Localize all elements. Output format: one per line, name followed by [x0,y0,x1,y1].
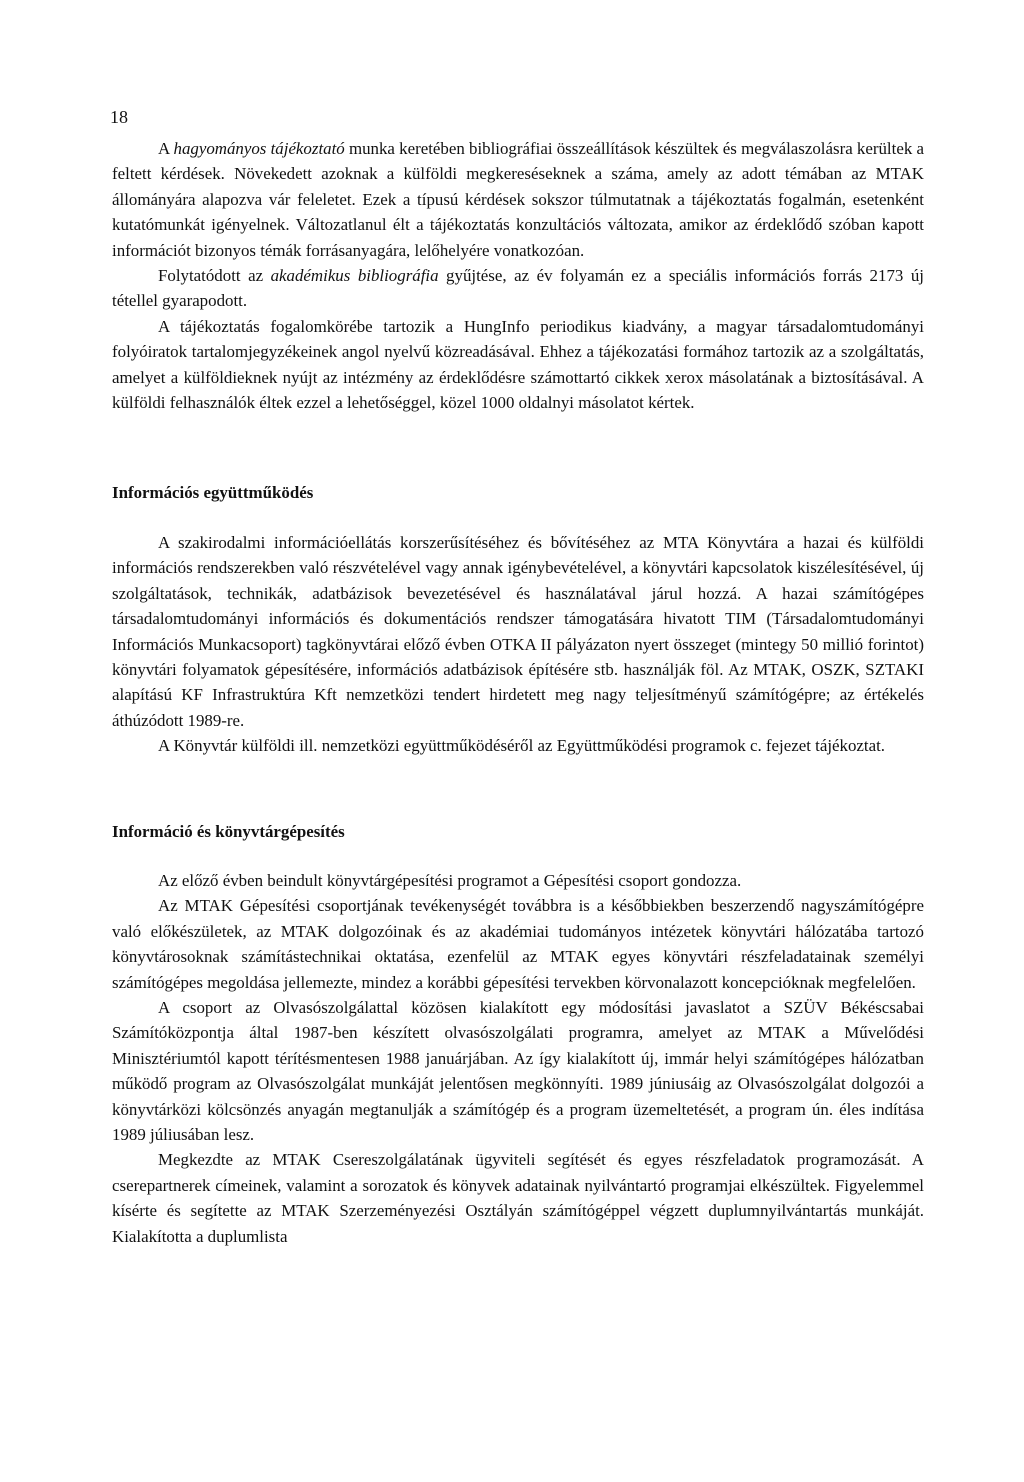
heading-library-automation: Információ és könyvtárgépesítés [112,822,345,841]
paragraph-hunginfo: A tájékoztatás fogalomkörébe tartozik a HungInfo periodikus kiadvány, a magyar társadalomtudományi folyóiratok tartalomjegyzékeinek angol nyelvű közreadásával. Ehhez a tájékozatási formához tartozik az a szolgáltatás, amelyet a külföldieknek nyújt az intézmény az érdeklődésre számottartó cikkek xerox másolatának a biztosításával. A külföldi felhasználók éltek ezzel a lehetőséggel, közel 1000 oldalnyi másolatot kértek. [112,316,924,413]
page-number: 18 [110,107,128,127]
paragraph-traditional-information: A hagyományos tájékoztató munka keretében bibliográfiai összeállítások készültek és megválaszolásra kerültek a feltett kérdések. Növekedett azoknak a külföldi megkereséseknek a száma, amely az adott témában az MTAK állományára alapozva vár feleletet. Ezek a típusú kérdések sokszor túlmutatnak a tájékoztatás fogalmán, esetenként kutatómunkát igényelnek. Változatlanul élt a tájékoztatás konzultációs változata, amikor az érdeklődő szóban kapott információt bizonyos témák forrásanyagára, lelőhelyére vonatkozóan. [112,139,924,260]
heading-information-cooperation: Információs együttműködés [112,483,314,502]
paragraph-automation-1: Az előző évben beindult könyvtárgépesítési programot a Gépesítési csoport gondozza. [158,871,742,890]
intro-section [112,136,924,415]
cooperation-section [112,530,924,759]
paragraph-automation-2: Az MTAK Gépesítési csoportjának tevékenységét továbbra is a későbbiekben beszerzendő nagyszámítógépre való előkészületek, az MTAK dolgozóinak és az akadémiai tudományos intézetek könyvtári hálózatába tartozó könyvtárosoknak számítástechnikai oktatása, ezenfelül az MTAK egyes könyvtári részfeladatainak személyi számítógépes megoldása jellemezte, mindez a korábbi gépesítési tervekben körvonalazott koncepcióknak megfelelően. [112,896,924,992]
emphasis-traditional-information: hagyományos tájékoztató [173,139,345,158]
paragraph-cooperation-1: A szakirodalmi információellátás korszerűsítéséhez és bővítéséhez az MTA Könyvtára a hazai és külföldi információs rendszerekben való részvételével vagy annak igénybevételével, a könyvtári kapcsolatok kiszélesítésével, új szolgáltatások, technikák, adatbázisok bevezetésével és használatával járul hozzá. A hazai számítógépes társadalomtudományi információs és dokumentációs rendszer támogatására hivatott TIM (Társadalomtudományi Információs Munkacsoport) tagkönyvtárai előző évben OTKA II pályázaton nyert összeget (mintegy 50 millió forintot) könyvtári folyamatok gépesítésére, információs adatbázisok építésére stb. használják föl. Az MTAK, OSZK, SZTAKI alapítású KF Infrastruktúra Kft nemzetközi tendert hirdetett meg nagy teljesítményű számítógépre; az értékelés áthúzódott 1989-re. [112,533,924,730]
emphasis-academic-bibliography: akadémikus bibliográfia [270,266,439,286]
paragraph-academic-bibliography: Folytatódott az akadémikus bibliográfia gyűjtése, az év folyamán ez a speciális információs forrás 2173 új tétellel gyarapodott. [112,266,924,311]
paragraph-cooperation-2: A Könyvtár külföldi ill. nemzetközi együttműködéséről az Együttműködési programok c. fejezet tájékoztat. [158,736,886,756]
paragraph-automation-4: Megkezdte az MTAK Csereszolgálatának ügyviteli segítését és egyes részfeladatok programozását. A cserepartnerek címeinek, valamint a sorozatok és könyvek adatainak nyilvántartó programjai elkészültek. Figyelemmel kísérte és segítette az MTAK Szerzeményezési Osztályán számítógéppel végzett duplumnyilvántartás munkáját. Kialakította a duplumlista [112,1150,924,1246]
paragraph-automation-3: A csoport az Olvasószolgálattal közösen kialakított egy módosítási javaslatot a SZÜV Békéscsabai Számítóközpontja által 1987-ben készített olvasószolgálati programra, amelyet az MTAK a Művelődési Minisztériumtól kapott térítésmentesen 1988 januárjában. Az így kialakított új, immár helyi számítógépes hálózatban működő program az Olvasószolgálat munkáját jelentősen megkönnyíti. 1989 júniusáig az Olvasószolgálat dolgozói a könyvtárközi kölcsönzés anyagán megtanulják a számítógép és a program üzemeltetését, a program ún. éles indítása 1989 júliusában lesz. [112,998,924,1145]
automation-section [112,868,924,1249]
